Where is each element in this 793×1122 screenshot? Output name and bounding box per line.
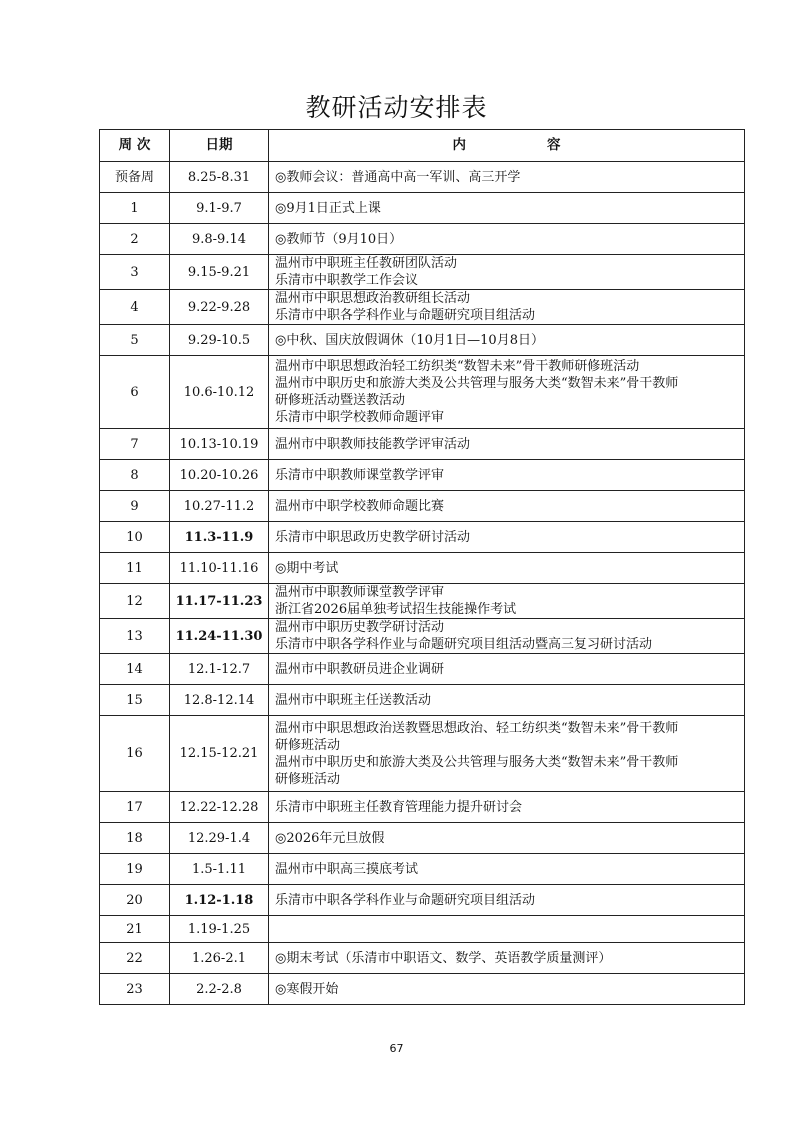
schedule-table (99, 129, 745, 1005)
content-line: ◎教师节（9月10日） (275, 231, 403, 247)
content-cell (269, 716, 745, 792)
table-row (100, 290, 745, 325)
week-cell: 13 (100, 619, 170, 654)
page-title: 教研活动安排表 (305, 93, 488, 122)
content-cell (269, 974, 745, 1005)
content-cell (269, 290, 745, 325)
week-cell: 5 (100, 325, 170, 356)
table-row (100, 974, 745, 1005)
content-line: 研修班活动 (275, 737, 341, 753)
content-line: 温州市中职思想政治轻工纺织类“数智未来”骨干教师研修班活动 (275, 359, 640, 374)
content-cell (269, 356, 745, 429)
content-line: ◎期末考试（乐清市中职语文、数学、英语教学质量测评） (275, 950, 612, 966)
date-cell: 1.26-2.1 (170, 943, 269, 974)
week-cell: 2 (100, 224, 170, 255)
date-cell: 12.22-12.28 (170, 792, 269, 823)
content-line: 温州市中职教师课堂教学评审 (275, 585, 445, 600)
content-cell (269, 325, 745, 356)
content-line: 温州市中职历史和旅游大类及公共管理与服务大类“数智未来”骨干教师 (275, 376, 679, 391)
date-cell: 1.19-1.25 (170, 916, 269, 943)
table-row (100, 792, 745, 823)
date-cell: 1.12-1.18 (170, 885, 269, 916)
date-cell: 11.3-11.9 (170, 522, 269, 553)
content-line: 温州市中职高三摸底考试 (275, 861, 419, 877)
content-cell (269, 885, 745, 916)
table-row (100, 162, 745, 193)
week-cell: 11 (100, 553, 170, 584)
content-line: ◎教师会议：普通高中高一军训、高三开学 (275, 169, 521, 185)
week-cell: 10 (100, 522, 170, 553)
table-row (100, 716, 745, 792)
week-cell: 1 (100, 193, 170, 224)
content-line: ◎2026年元旦放假 (275, 830, 385, 846)
week-cell: 9 (100, 491, 170, 522)
table-row (100, 584, 745, 619)
table-row (100, 943, 745, 974)
content-cell (269, 522, 745, 553)
content-line: 温州市中职班主任送教活动 (275, 692, 432, 708)
content-line: ◎寒假开始 (275, 981, 339, 997)
content-line: 乐清市中职班主任教育管理能力提升研讨会 (275, 799, 523, 815)
week-cell: 16 (100, 716, 170, 792)
content-cell (269, 916, 745, 943)
content-cell (269, 854, 745, 885)
date-cell: 12.29-1.4 (170, 823, 269, 854)
date-cell: 9.29-10.5 (170, 325, 269, 356)
date-cell: 1.5-1.11 (170, 854, 269, 885)
table-row (100, 255, 745, 290)
week-cell: 17 (100, 792, 170, 823)
date-cell: 8.25-8.31 (170, 162, 269, 193)
table-row (100, 325, 745, 356)
content-line: 温州市中职学校教师命题比赛 (275, 498, 445, 514)
content-line: ◎中秋、国庆放假调休（10月1日—10月8日） (275, 332, 544, 348)
content-line: 乐清市中职各学科作业与命题研究项目组活动 (275, 308, 536, 323)
content-cell (269, 823, 745, 854)
content-line: 乐清市中职教学工作会议 (275, 273, 419, 288)
table-row (100, 522, 745, 553)
date-cell: 11.10-11.16 (170, 553, 269, 584)
date-cell: 9.1-9.7 (170, 193, 269, 224)
header-content: 内 容 (269, 130, 745, 162)
content-cell (269, 491, 745, 522)
week-cell: 20 (100, 885, 170, 916)
content-line: 浙江省2026届单独考试招生技能操作考试 (275, 602, 517, 617)
table-row (100, 916, 745, 943)
content-line: 研修班活动 (275, 771, 341, 787)
content-line: 乐清市中职各学科作业与命题研究项目组活动暨高三复习研讨活动 (275, 637, 653, 652)
week-cell: 7 (100, 429, 170, 460)
table-row (100, 356, 745, 429)
content-line: 温州市中职历史教学研讨活动 (275, 620, 445, 635)
content-line: 温州市中职思想政治教研组长活动 (275, 291, 471, 306)
content-cell (269, 460, 745, 491)
content-cell (269, 162, 745, 193)
table-row (100, 885, 745, 916)
table-row (100, 429, 745, 460)
week-cell: 18 (100, 823, 170, 854)
table-row (100, 619, 745, 654)
content-line: 温州市中职历史和旅游大类及公共管理与服务大类“数智未来”骨干教师 (275, 754, 679, 770)
header-date: 日期 (170, 130, 269, 162)
table-row (100, 823, 745, 854)
table-row (100, 854, 745, 885)
table-row (100, 654, 745, 685)
date-cell: 9.15-9.21 (170, 255, 269, 290)
content-cell (269, 654, 745, 685)
content-line: 乐清市中职教师课堂教学评审 (275, 467, 445, 483)
date-cell: 10.13-10.19 (170, 429, 269, 460)
week-cell: 3 (100, 255, 170, 290)
content-cell (269, 584, 745, 619)
content-cell (269, 685, 745, 716)
content-line: 温州市中职思想政治送教暨思想政治、轻工纺织类“数智未来”骨干教师 (275, 720, 679, 736)
content-line: 温州市中职教师技能教学评审活动 (275, 436, 471, 452)
week-cell: 23 (100, 974, 170, 1005)
week-cell: 8 (100, 460, 170, 491)
date-cell: 10.6-10.12 (170, 356, 269, 429)
date-cell: 12.15-12.21 (170, 716, 269, 792)
table-row (100, 193, 745, 224)
week-cell: 19 (100, 854, 170, 885)
content-cell (269, 429, 745, 460)
header-row (100, 130, 745, 162)
content-line: ◎期中考试 (275, 560, 339, 576)
date-cell: 12.1-12.7 (170, 654, 269, 685)
content-line: 温州市中职班主任教研团队活动 (275, 256, 458, 271)
table-row (100, 224, 745, 255)
date-cell: 2.2-2.8 (170, 974, 269, 1005)
page-number: 67 (389, 1042, 404, 1055)
content-cell (269, 255, 745, 290)
date-cell: 9.22-9.28 (170, 290, 269, 325)
content-cell (269, 619, 745, 654)
header-week: 周 次 (100, 130, 170, 162)
week-cell: 22 (100, 943, 170, 974)
content-line: 乐清市中职思政历史教学研讨活动 (275, 529, 471, 545)
week-cell: 6 (100, 356, 170, 429)
content-cell (269, 553, 745, 584)
date-cell: 10.20-10.26 (170, 460, 269, 491)
content-line: ◎9月1日正式上课 (275, 200, 381, 216)
table-row (100, 460, 745, 491)
content-cell (269, 224, 745, 255)
content-cell (269, 193, 745, 224)
content-cell (269, 943, 745, 974)
date-cell: 11.17-11.23 (170, 584, 269, 619)
table-row (100, 553, 745, 584)
content-line: 研修班活动暨送教活动 (275, 393, 406, 408)
content-cell (269, 792, 745, 823)
week-cell: 12 (100, 584, 170, 619)
week-cell: 预备周 (100, 162, 170, 193)
week-cell: 15 (100, 685, 170, 716)
date-cell: 9.8-9.14 (170, 224, 269, 255)
table-row (100, 685, 745, 716)
date-cell: 10.27-11.2 (170, 491, 269, 522)
week-cell: 14 (100, 654, 170, 685)
content-line: 温州市中职教研员进企业调研 (275, 661, 445, 677)
date-cell: 11.24-11.30 (170, 619, 269, 654)
schedule-body (100, 162, 745, 1005)
week-cell: 4 (100, 290, 170, 325)
date-cell: 12.8-12.14 (170, 685, 269, 716)
week-cell: 21 (100, 916, 170, 943)
table-row (100, 491, 745, 522)
content-line: 乐清市中职各学科作业与命题研究项目组活动 (275, 892, 536, 908)
content-line: 乐清市中职学校教师命题评审 (275, 410, 445, 425)
